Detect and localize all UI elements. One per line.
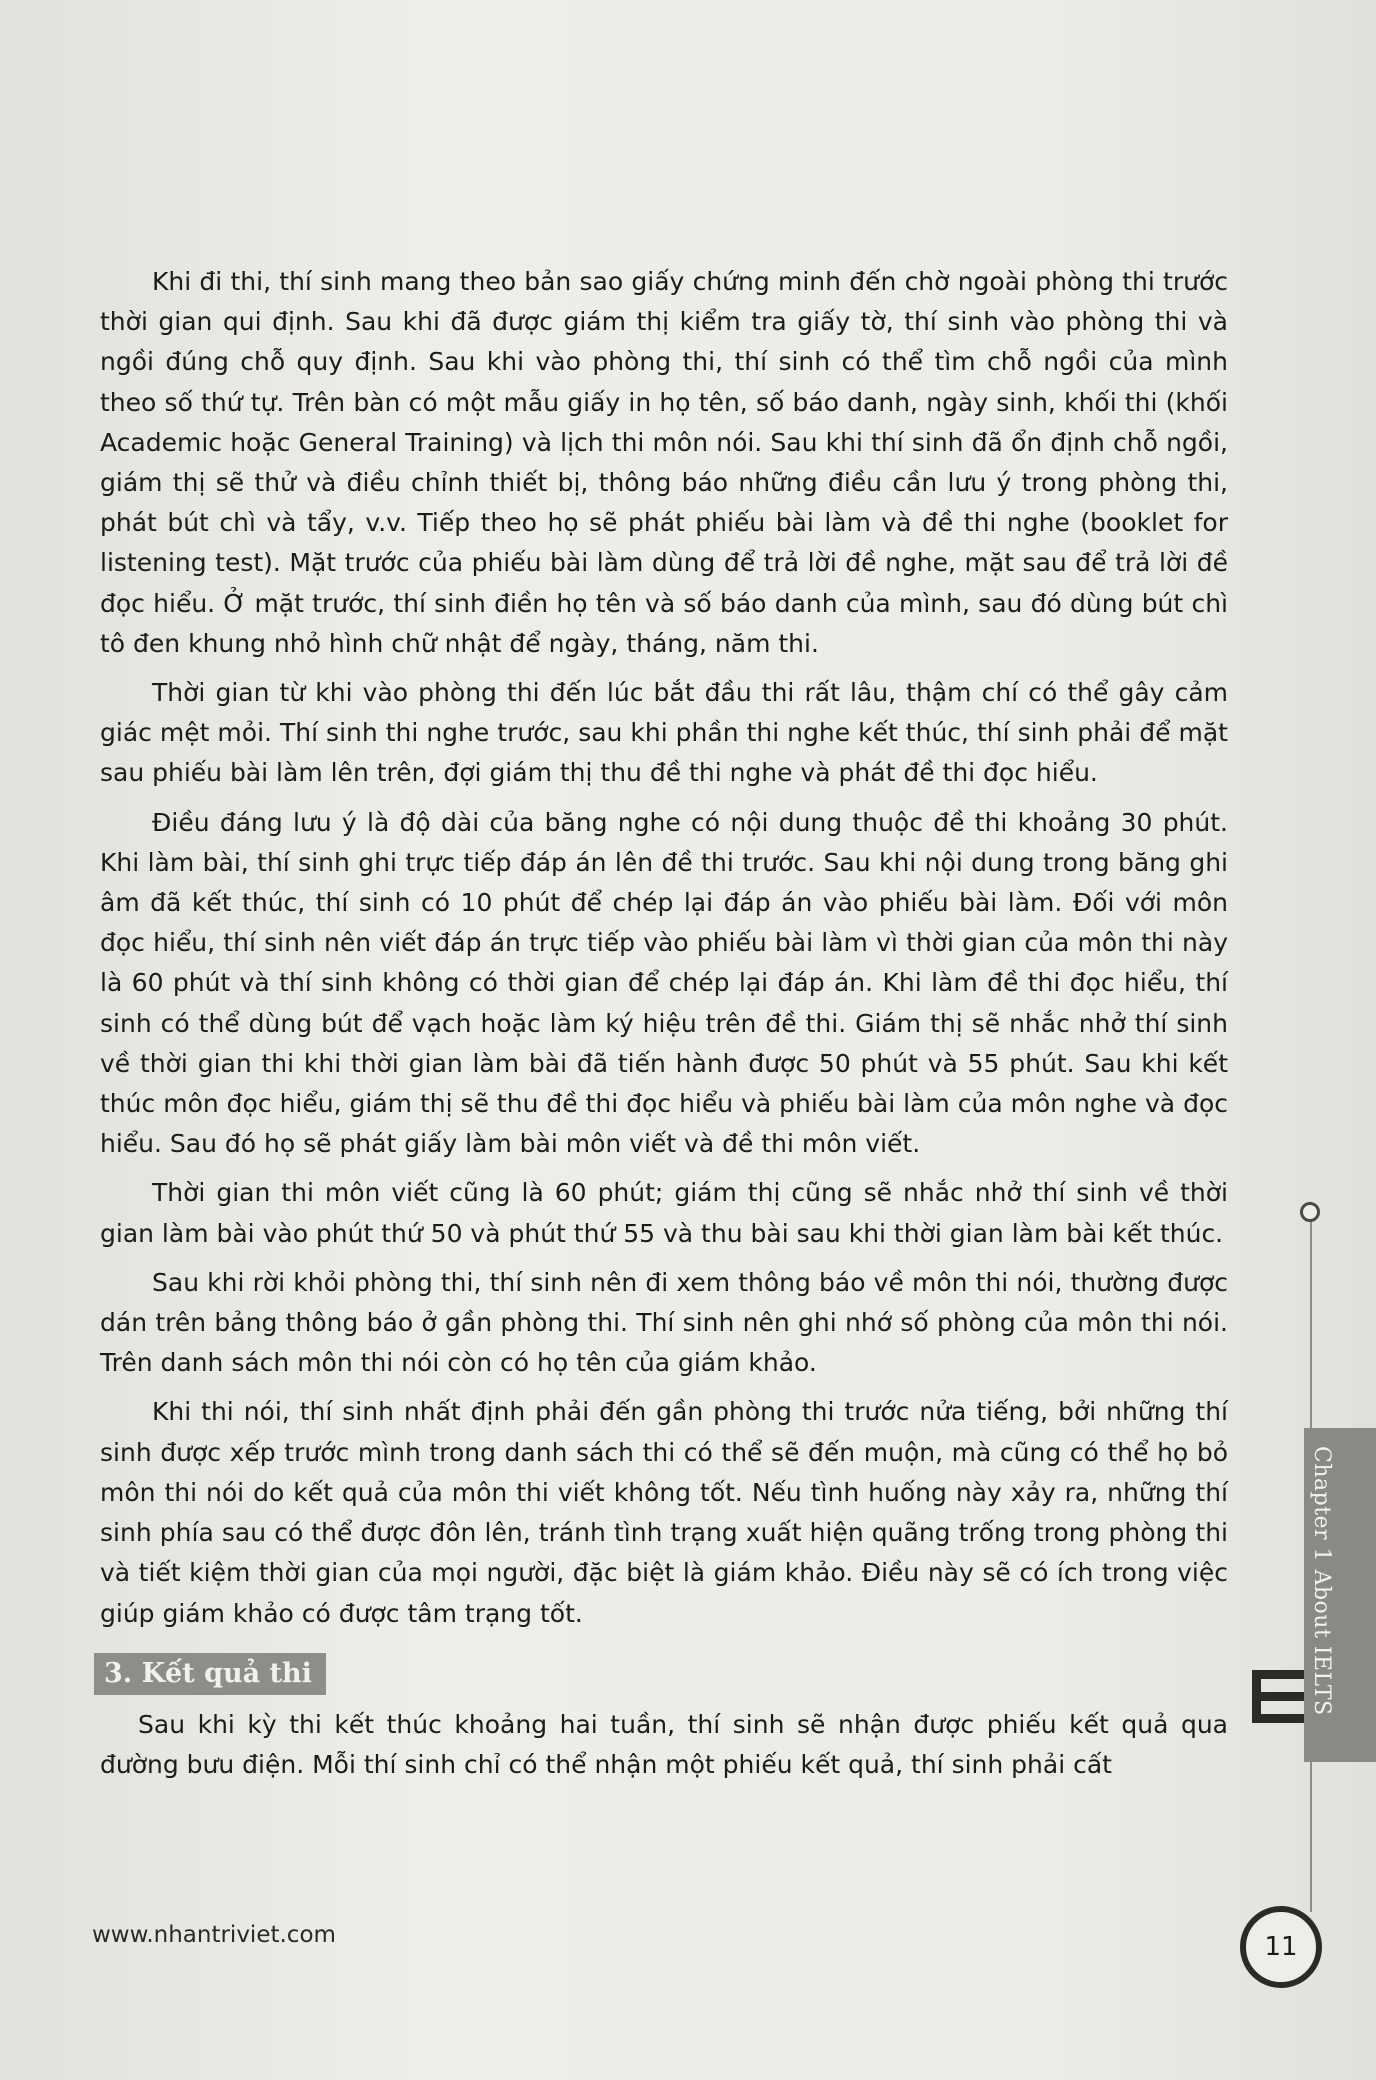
paragraph-6: Khi thi nói, thí sinh nhất định phải đến gần phòng thi trước nửa tiếng, bởi những thí sinh được xếp trước mình trong danh sách thi có thể sẽ đến muộn, mà cũng có thể họ bỏ môn thi nói do kết quả của môn thi viết không tốt. Nếu tình huống này xảy ra, những thí sinh phía sau có thể được đôn lên, tránh tình trạng xuất hiện quãng trống trong phòng thi và tiết kiệm thời gian của mọi người, đặc biệt là giám khảo. Điều này sẽ có ích trong việc giúp giám khảo có được tâm trạng tốt.	[100, 1397, 1228, 1628]
key-tip-dot	[1300, 1202, 1320, 1222]
section-paragraph: Sau khi kỳ thi kết thúc khoảng hai tuần, thí sinh sẽ nhận được phiếu kết quả qua đường bưu điện. Mỗi thí sinh chỉ có thể nhận một phiếu kết quả, thí sinh phải cất	[100, 1709, 1228, 1779]
paragraph-1: Khi đi thi, thí sinh mang theo bản sao giấy chứng minh đến chờ ngoài phòng thi trước thời gian qui định. Sau khi đã được giám thị kiểm tra giấy tờ, thí sinh vào phòng thi và ngồi đúng chỗ quy định. Sau khi vào phòng thi, thí sinh có thể tìm chỗ ngồi của mình theo số thứ tự. Trên bàn có một mẫu giấy in họ tên, số báo danh, ngày sinh, khối thi (khối Academic hoặc General Training) và lịch thi môn nói. Sau khi thí sinh đã ổn định chỗ ngồi, giám thị sẽ thử và điều chỉnh thiết bị, thông báo những điều cần lưu ý trong phòng thi, phát bút chì và tẩy, v.v. Tiếp theo họ sẽ phát phiếu bài làm và đề thi nghe (booklet for listening test). Mặt trước của phiếu bài làm dùng để trả lời đề nghe, mặt sau để trả lời đề đọc hiểu. Ở mặt trước, thí sinh điền họ tên và số báo danh của mình, sau đó dùng bút chì tô đen khung nhỏ hình chữ nhật để ngày, tháng, năm thi.	[100, 267, 1228, 658]
page-number: 11	[1264, 1932, 1298, 1962]
paragraph-4: Thời gian thi môn viết cũng là 60 phút; giám thị cũng sẽ nhắc nhở thí sinh về thời gian làm bài vào phút thứ 50 và phút thứ 55 và thu bài sau khi thời gian làm bài kết thúc.	[100, 1178, 1228, 1248]
key-teeth-icon	[1252, 1662, 1312, 1734]
paragraph-5: Sau khi rời khỏi phòng thi, thí sinh nên đi xem thông báo về môn thi nói, thường được dán trên bảng thông báo ở gần phòng thi. Thí sinh nên ghi nhớ số phòng của môn thi nói. Trên danh sách môn thi nói còn có họ tên của giám khảo.	[100, 1267, 1228, 1378]
paragraph-3: Điều đáng lưu ý là độ dài của băng nghe có nội dung thuộc đề thi khoảng 30 phút. Khi làm bài, thí sinh ghi trực tiếp đáp án lên đề thi trước. Sau khi nội dung trong băng ghi âm đã kết thúc, thí sinh có 10 phút để chép lại đáp án vào phiếu bài làm. Đối với môn đọc hiểu, thí sinh nên viết đáp án trực tiếp vào phiếu bài làm vì thời gian của môn thi này là 60 phút và thí sinh không có thời gian để chép lại đáp án. Khi làm đề thi đọc hiểu, thí sinh có thể dùng bút để vạch hoặc làm ký hiệu trên đề thi. Giám thị sẽ nhắc nhở thí sinh về thời gian thi khi thời gian làm bài đã tiến hành được 50 phút và 55 phút. Sau khi kết thúc môn đọc hiểu, giám thị sẽ thu đề thi đọc hiểu và phiếu bài làm của môn nghe và đọc hiểu. Sau đó họ sẽ phát giấy làm bài môn viết và đề thi môn viết.	[100, 807, 1228, 1159]
chapter-side-tab-label: Chapter 1 About IELTS	[1309, 1446, 1334, 1716]
publisher-website: www.nhantriviet.com	[92, 1922, 336, 1948]
section-heading: 3. Kết quả thi	[94, 1653, 326, 1695]
paragraph-2: Thời gian từ khi vào phòng thi đến lúc bắt đầu thi rất lâu, thậm chí có thể gây cảm giác mệt mỏi. Thí sinh thi nghe trước, sau khi phần thi nghe kết thúc, thí sinh phải để mặt sau phiếu bài làm lên trên, đợi giám thị thu đề thi nghe và phát đề thi đọc hiểu.	[100, 678, 1228, 788]
main-text	[100, 262, 1228, 1794]
